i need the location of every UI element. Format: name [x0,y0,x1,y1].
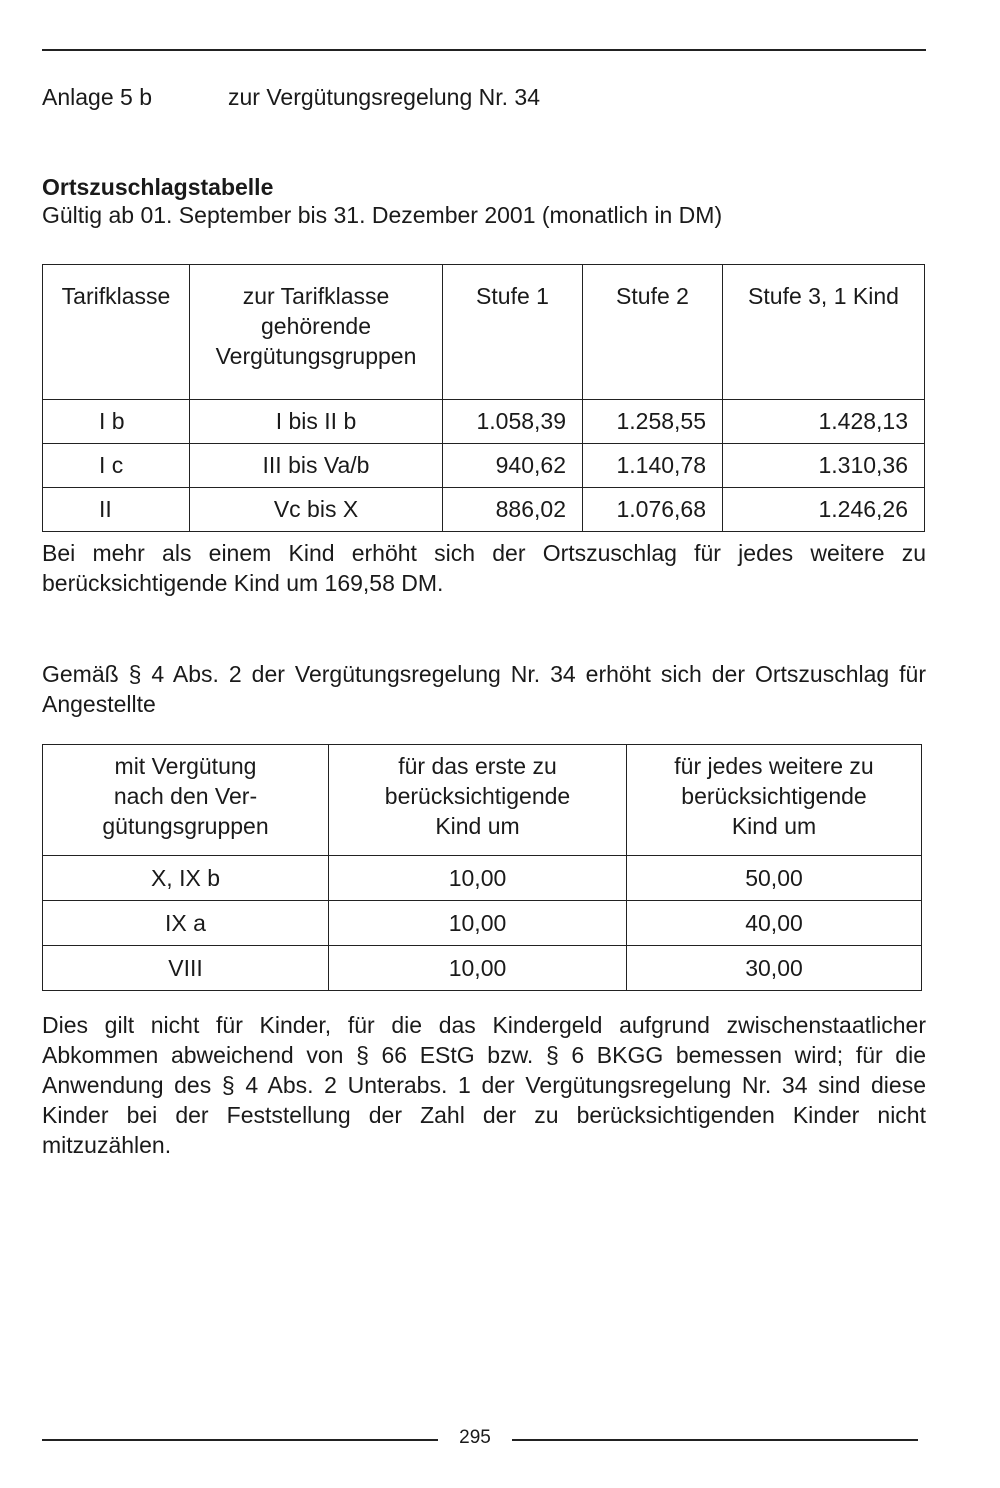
additional-child-note: Bei mehr als einem Kind erhöht sich der Ortszuschlag für jedes weitere zu berücksichtigende Kind um 169,58 DM. [42,540,926,596]
table-cell: 886,02 [443,488,583,532]
table-cell: 1.258,55 [583,400,723,444]
table-cell: 40,00 [627,901,922,946]
header-tarifklasse: Tarifklasse [43,265,190,400]
table-header-row [43,265,925,400]
table-cell: VIII [43,946,329,991]
table-cell: I bis II b [190,400,443,444]
local-allowance-table [42,264,925,532]
top-rule [42,49,926,51]
table-cell: 10,00 [329,856,627,901]
table-cell: 1.246,26 [723,488,925,532]
table-cell: 1.140,78 [583,444,723,488]
header-first-child: für das erste zu berücksichtigende Kind um [329,745,627,856]
document-header [42,82,540,112]
table-row [43,488,925,532]
regulation-reference: zur Vergütungsregelung Nr. 34 [228,84,540,110]
table-cell: 50,00 [627,856,922,901]
table-cell: 10,00 [329,901,627,946]
table-cell: 10,00 [329,946,627,991]
table-cell: 1.076,68 [583,488,723,532]
header-stufe-1: Stufe 1 [443,265,583,400]
table-cell: III bis Va/b [190,444,443,488]
header-stufe-3: Stufe 3, 1 Kind [723,265,925,400]
anlage-label: Anlage 5 b [42,84,152,110]
footer-rule-left [42,1439,438,1441]
table-row [43,400,925,444]
table-row [43,856,922,901]
table-cell: 1.058,39 [443,400,583,444]
header-verguetungsgruppen: zur Tarifklasse gehörende Vergütungsgruppen [190,265,443,400]
child-increase-table [42,744,922,991]
table-cell: II [43,488,190,532]
table-cell: 1.310,36 [723,444,925,488]
header-verguetung: mit Vergütung nach den Ver- gütungsgruppen [43,745,329,856]
table-cell: IX a [43,901,329,946]
table-cell: I c [43,444,190,488]
table-row [43,901,922,946]
footer-rule-right [512,1439,918,1441]
validity-subtitle: Gültig ab 01. September bis 31. Dezember 2001 (monatlich in DM) [42,202,723,228]
header-each-further-child: für jedes weitere zu berücksichtigende Kind um [627,745,922,856]
table-cell: X, IX b [43,856,329,901]
table-row [43,946,922,991]
table-cell: 30,00 [627,946,922,991]
table-cell: 940,62 [443,444,583,488]
increase-intro: Gemäß § 4 Abs. 2 der Vergütungsregelung Nr. 34 erhöht sich der Ortszuschlag für Angestellte [42,661,926,717]
table-cell: 1.428,13 [723,400,925,444]
table-header-row [43,745,922,856]
table-row [43,444,925,488]
table-cell: I b [43,400,190,444]
page-number: 295 [459,1427,491,1448]
document-title: Ortszuschlagstabelle [42,174,274,200]
table-cell: Vc bis X [190,488,443,532]
exception-note: Dies gilt nicht für Kinder, für die das Kindergeld aufgrund zwischenstaatlicher Abkommen abweichend von § 66 EStG bzw. § 6 BKGG bemessen wird; für die Anwendung des § 4 Abs. 2 Unterabs. 1 der Vergütungsregelung Nr. 34 sind diese Kinder bei der Feststellung der Zahl der zu berücksichtigenden Kinder nicht mitzuzählen. [42,1012,926,1158]
header-stufe-2: Stufe 2 [583,265,723,400]
